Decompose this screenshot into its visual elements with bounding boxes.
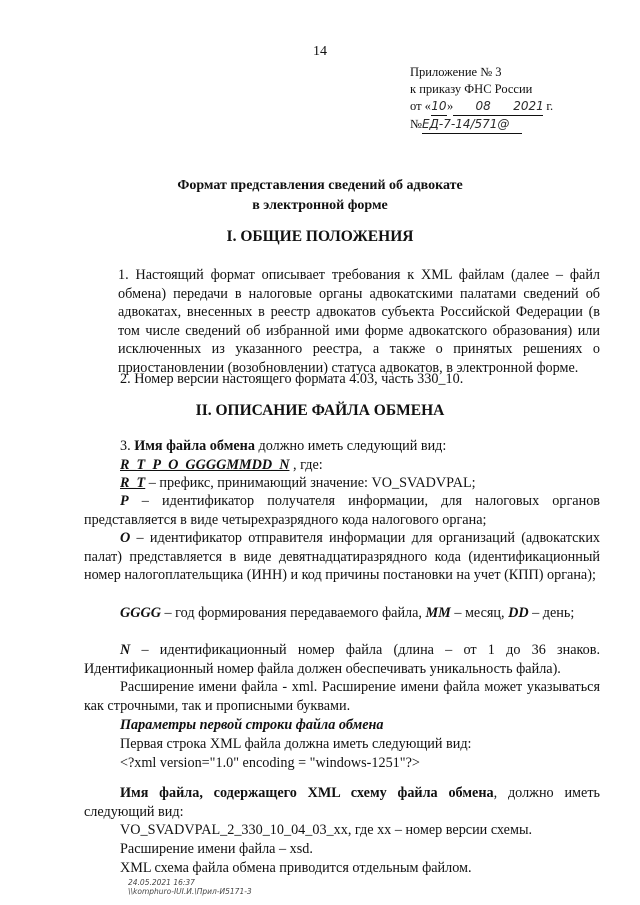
p-definition: P – идентификатор получателя информации, для налоговых органов представляется в виде четырехразрядного кода налогового органа; <box>84 493 600 528</box>
number-prefix: № <box>410 117 422 131</box>
page-number: 14 <box>313 44 327 59</box>
schema-extension: Расширение имени файла – xsd. <box>120 841 313 857</box>
title-line-2: в электронной форме <box>252 198 388 213</box>
xml-declaration: <?xml version="1.0" encoding = "windows-1251"?> <box>120 755 420 771</box>
footer-stamp <box>128 878 252 896</box>
date-prefix: от « <box>410 99 431 113</box>
rt-definition: R_T – префикс, принимающий значение: VO_SVADVPAL; <box>120 475 476 491</box>
date-month: 08 <box>453 98 513 116</box>
n-definition: N – идентификационный номер файла (длина – от 1 до 36 знаков. Идентификационный номер файла должен обеспечивать уникальность файла). <box>84 642 601 677</box>
paragraph-2: 2. Номер версии настоящего формата 4.03, часть 330_10. <box>120 371 464 387</box>
first-line-text: Первая строка XML файла должна иметь следующий вид: <box>120 736 472 752</box>
schema-name: VO_SVADVPAL_2_330_10_04_03_xx, где xx – номер версии схемы. <box>120 822 533 838</box>
appendix-line-2: к приказу ФНС России <box>410 82 533 96</box>
footer-line-1: 24.05.2021 16:37 <box>128 878 195 887</box>
appendix-header <box>410 64 553 134</box>
section-1-body <box>120 266 600 377</box>
section-2-body <box>120 437 600 493</box>
title-line-1: Формат представления сведений об адвокате <box>177 178 463 193</box>
paragraph-3: 3. Имя файла обмена должно иметь следующий вид: <box>120 438 447 454</box>
date-definition: GGGG – год формирования передаваемого файла, MM – месяц, DD – день; <box>120 605 575 621</box>
appendix-date <box>410 98 553 116</box>
section-2-heading: II. ОПИСАНИЕ ФАЙЛА ОБМЕНА <box>195 402 445 419</box>
date-mid: » <box>446 99 454 113</box>
number-value: ЕД-7-14/571@ <box>422 116 522 134</box>
schema-note: XML схема файла обмена приводится отдельным файлом. <box>120 860 472 876</box>
paragraph-1: 1. Настоящий формат описывает требования к XML файлам (далее – файл обмена) передачи в налоговые органы адвокатскими палатами сведений об адвокатах, внесенных в реестр адвокатов субъекта Российской Федерации (в том числе сведений об избранной ими форме адвокатского образования) или исключенных из указанного реестра, а также о принятых решениях о приостановлении (возобновлении) статуса адвокатов, в электронной форме. <box>118 267 600 376</box>
extension-note: Расширение имени файла - xml. Расширение имени файла может указываться как строчными, так и прописными буквами. <box>84 679 600 714</box>
section-1-heading: I. ОБЩИЕ ПОЛОЖЕНИЯ <box>226 228 414 245</box>
date-day: 10 <box>431 98 447 116</box>
footer-line-2: \\komphuro-IUI.И.\Прил-И5171-3 <box>128 887 252 896</box>
params-heading: Параметры первой строки файла обмена <box>120 717 384 733</box>
o-definition: O – идентификатор отправителя информации для организаций (адвокатских палат) представляется в виде девятнадцатиразрядного кода (идентификационный номер налогоплательщика (ИНН) и код причины постановки на учет (КПП) органа); <box>84 530 601 583</box>
document-title <box>0 176 640 216</box>
filename-pattern: R_T_P_O_GGGGMMDD_N , где: <box>120 456 323 473</box>
appendix-number <box>410 116 553 134</box>
appendix-line-1: Приложение № 3 <box>410 65 502 79</box>
schema-name-paragraph: Имя файла, содержащего XML схему файла обмена, должно иметь следующий вид: <box>84 785 600 820</box>
date-suffix: г. <box>546 99 554 113</box>
date-year: 2021 <box>513 98 543 116</box>
